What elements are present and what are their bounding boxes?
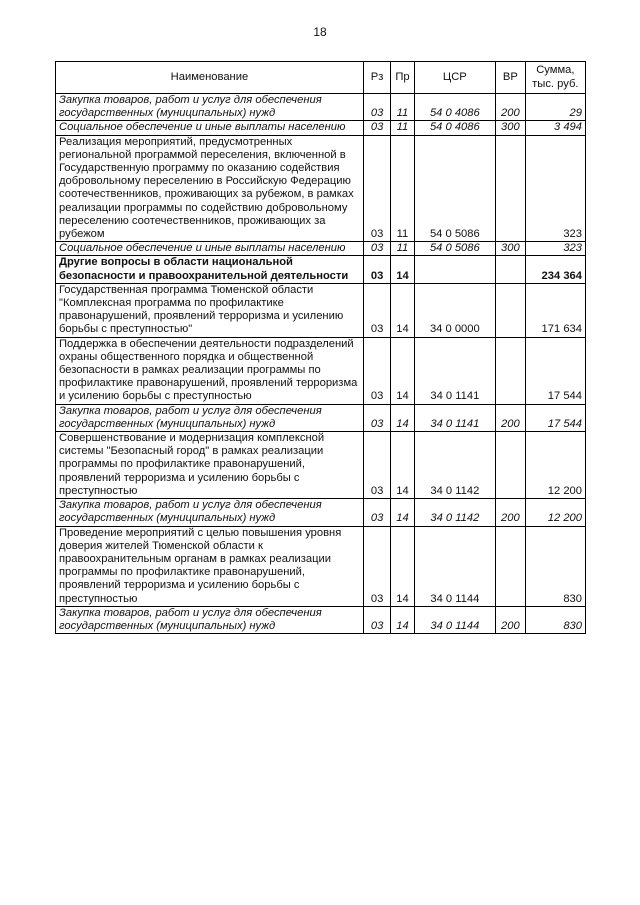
row-sum: 17 544 <box>525 337 585 404</box>
row-sum: 234 364 <box>525 256 585 283</box>
row-sum: 17 544 <box>525 404 585 431</box>
table-row <box>56 606 586 633</box>
row-name: Поддержка в обеспечении деятельности подразделений охраны общественного порядка и общественной безопасности в рамках реализации программы по профилактике правонарушений, проявлений терроризма и усилению борьбы с преступностью <box>56 337 364 404</box>
row-name: Социальное обеспечение и иные выплаты населению <box>56 121 364 135</box>
row-vr <box>496 526 526 606</box>
table-row <box>56 121 586 135</box>
row-name: Социальное обеспечение и иные выплаты населению <box>56 242 364 256</box>
row-vr: 200 <box>496 606 526 633</box>
row-rz: 03 <box>363 283 391 337</box>
row-sum: 323 <box>525 242 585 256</box>
row-csr: 34 0 1142 <box>414 432 495 499</box>
page-number: 18 <box>313 25 327 39</box>
row-vr <box>496 432 526 499</box>
row-pr: 14 <box>391 337 414 404</box>
row-pr: 11 <box>391 121 414 135</box>
row-name: Совершенствование и модернизация комплексной системы "Безопасный город" в рамках реализации программы по профилактике правонарушений, проявлений терроризма и усилению борьбы с преступностью <box>56 432 364 499</box>
table-row <box>56 404 586 431</box>
row-csr: 34 0 0000 <box>414 283 495 337</box>
row-pr: 11 <box>391 135 414 242</box>
row-pr: 14 <box>391 404 414 431</box>
row-vr <box>496 256 526 283</box>
row-rz: 03 <box>363 432 391 499</box>
row-csr: 54 0 4086 <box>414 121 495 135</box>
table-row <box>56 256 586 283</box>
row-csr: 34 0 1141 <box>414 404 495 431</box>
row-sum: 171 634 <box>525 283 585 337</box>
table-row <box>56 499 586 526</box>
row-vr: 300 <box>496 242 526 256</box>
row-sum: 29 <box>525 94 585 121</box>
row-vr: 200 <box>496 94 526 121</box>
header-csr: ЦСР <box>414 62 495 94</box>
row-csr: 54 0 4086 <box>414 94 495 121</box>
row-vr <box>496 337 526 404</box>
header-name: Наименование <box>56 62 364 94</box>
row-rz: 03 <box>363 526 391 606</box>
row-pr: 11 <box>391 94 414 121</box>
row-pr: 14 <box>391 606 414 633</box>
row-sum: 323 <box>525 135 585 242</box>
row-csr: 34 0 1144 <box>414 526 495 606</box>
row-name: Реализация мероприятий, предусмотренных региональной программой переселения, включенной в Государственную программу по оказанию содействия добровольному переселению в Российскую Федерацию соотечественников, проживающих за рубежом, в рамках реализации программы по содействию добровольному переселению соотечественников, проживающих за рубежом <box>56 135 364 242</box>
row-name: Государственная программа Тюменской области "Комплексная программа по профилактике правонарушений, проявлений терроризма и усилению борьбы с преступностью" <box>56 283 364 337</box>
row-vr: 200 <box>496 499 526 526</box>
table-row <box>56 94 586 121</box>
table-header-row <box>56 62 586 94</box>
row-sum: 12 200 <box>525 499 585 526</box>
row-name: Закупка товаров, работ и услуг для обеспечения государственных (муниципальных) нужд <box>56 404 364 431</box>
row-name: Закупка товаров, работ и услуг для обеспечения государственных (муниципальных) нужд <box>56 606 364 633</box>
row-pr: 11 <box>391 242 414 256</box>
row-sum: 3 494 <box>525 121 585 135</box>
row-pr: 14 <box>391 256 414 283</box>
header-pr: Пр <box>391 62 414 94</box>
row-vr <box>496 135 526 242</box>
row-vr: 300 <box>496 121 526 135</box>
table-row <box>56 526 586 606</box>
row-name: Проведение мероприятий с целью повышения уровня доверия жителей Тюменской области к правоохранительным органам в рамках реализации программы по профилактике правонарушений, проявлений терроризма и усилению борьбы с преступностью <box>56 526 364 606</box>
row-rz: 03 <box>363 135 391 242</box>
row-name: Другие вопросы в области национальной безопасности и правоохранительной деятельности <box>56 256 364 283</box>
row-pr: 14 <box>391 432 414 499</box>
row-csr: 34 0 1142 <box>414 499 495 526</box>
table-row <box>56 242 586 256</box>
row-csr: 34 0 1141 <box>414 337 495 404</box>
row-sum: 12 200 <box>525 432 585 499</box>
table-row <box>56 432 586 499</box>
row-rz: 03 <box>363 121 391 135</box>
row-csr: 54 0 5086 <box>414 135 495 242</box>
row-rz: 03 <box>363 94 391 121</box>
row-csr: 34 0 1144 <box>414 606 495 633</box>
row-rz: 03 <box>363 256 391 283</box>
header-rz: Рз <box>363 62 391 94</box>
row-name: Закупка товаров, работ и услуг для обеспечения государственных (муниципальных) нужд <box>56 94 364 121</box>
row-rz: 03 <box>363 242 391 256</box>
budget-table <box>55 61 586 634</box>
row-vr: 200 <box>496 404 526 431</box>
row-pr: 14 <box>391 526 414 606</box>
row-sum: 830 <box>525 526 585 606</box>
row-rz: 03 <box>363 337 391 404</box>
row-csr <box>414 256 495 283</box>
header-sum: Сумма, тыс. руб. <box>525 62 585 94</box>
row-rz: 03 <box>363 404 391 431</box>
table-row <box>56 135 586 242</box>
row-csr: 54 0 5086 <box>414 242 495 256</box>
row-pr: 14 <box>391 283 414 337</box>
row-pr: 14 <box>391 499 414 526</box>
table-row <box>56 283 586 337</box>
row-rz: 03 <box>363 606 391 633</box>
row-rz: 03 <box>363 499 391 526</box>
row-name: Закупка товаров, работ и услуг для обеспечения государственных (муниципальных) нужд <box>56 499 364 526</box>
row-vr <box>496 283 526 337</box>
table-row <box>56 337 586 404</box>
header-vr: ВР <box>496 62 526 94</box>
row-sum: 830 <box>525 606 585 633</box>
